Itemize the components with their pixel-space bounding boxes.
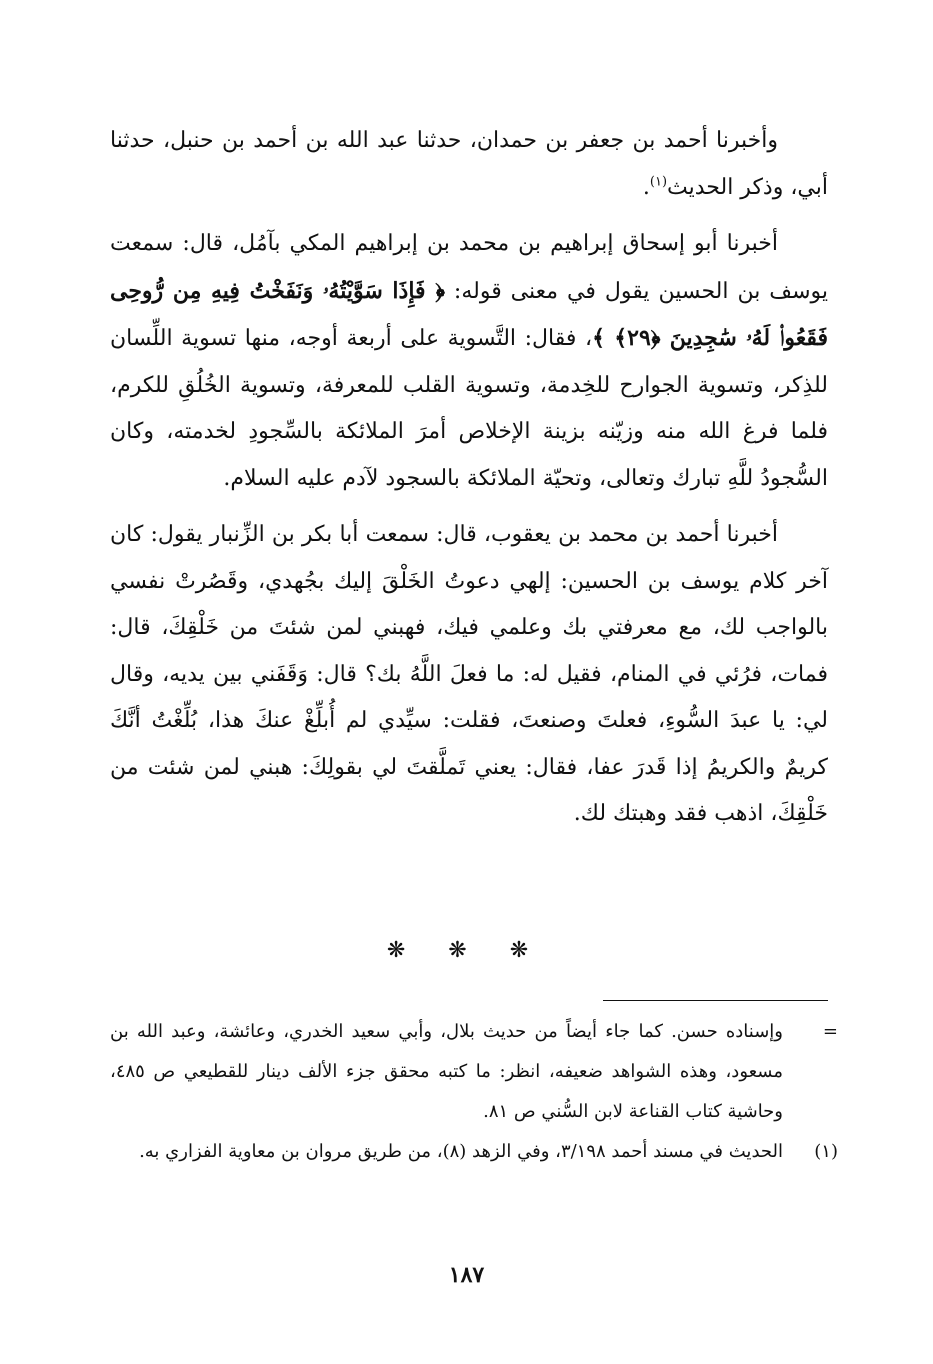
paragraph-3 — [110, 512, 828, 838]
footnote-reference-1: (١) — [649, 174, 668, 190]
paragraph-1-text: وأخبرنا أحمد بن جعفر بن حمدان، حدثنا عبد الله بن أحمد بن حنبل، حدثنا أبي، وذكر الحديث — [110, 128, 828, 200]
paragraph-1 — [110, 118, 828, 211]
footnote-1-marker: (١) — [814, 1141, 838, 1162]
footnote-continuation-text: وإسناده حسن. كما جاء أيضاً من حديث بلال، وأبي سعيد الخدري، وعائشة، وعبد الله بن مسعود، وهذه الشواهد ضعيفه، انظر: ما كتبه محقق جزء الألف دينار للقطيعي ص ٤٨٥، وحاشية كتاب القناعة لابن السُّني ص ٨١. — [110, 1021, 783, 1122]
paragraph-2-intro: أخبرنا أبو إسحاق إبراهيم بن محمد بن إبراهيم المكي بآمُل، قال: سمعت يوسف بن الحسين يقول في معنى قوله: — [110, 231, 828, 304]
paragraph-2-body: ، فقال: التَّسوية على أربعة أوجه، منها تسوية اللِّسان للذِكر، وتسوية الجوارح للخِدمة، وتسوية القلب للمعرفة، وتسوية الخُلُقِ للكرم، فلما فرغ الله منه وزيّنه بزينة الإخلاص أمرَ الملائكة بالسِّجودِ لخدمته، وكان السُّجودُ للَّهِ تبارك وتعالى، وتحيّة الملائكة بالسجود لآدم عليه السلام. — [110, 326, 828, 491]
main-text-body — [110, 118, 828, 848]
paragraph-3-text: أخبرنا أحمد بن محمد بن يعقوب، قال: سمعت أبا بكر بن الزِّنبار يقول: كان آخر كلام يوسف بن الحسين: إلهي دعوتُ الخَلْقَ إليك بجُهدي، وقَصُرتْ نفسي بالواجب لك، مع معرفتي بك وعلمي فيك، فهبني لمن شئتَ من خَلْقِكَ، قال: فمات، فرُئي في المنام، فقيل له: ما فعلَ اللَّهُ بك؟ قال: وَقَفَني بين يديه، وقال لي: يا عبدَ السُّوءِ، فعلتَ وصنعتَ، فقلت: سيِّدي لم أُبلِّغْ عنكَ هذا، بُلِّغْتُ أنَّكَ كريمٌ والكريمُ إذا قَدرَ عفا، فقال: يعني تَملَّقتَ لي بقولِكَ: هبني لمن شئت من خَلْقِكَ، اذهب فقد وهبتك لك. — [110, 522, 828, 826]
footnote-1-text: الحديث في مسند أحمد ٣/١٩٨، وفي الزهد (٨)، من طريق مروان بن معاوية الفزاري به. — [139, 1141, 783, 1162]
section-separator: ❋ ❋ ❋ — [386, 938, 547, 963]
footnote-1 — [110, 1132, 838, 1172]
footnote-continuation — [110, 1012, 838, 1132]
page-number: ١٨٧ — [448, 1262, 485, 1288]
footnotes-section — [110, 1012, 838, 1172]
paragraph-1-end: . — [642, 174, 650, 200]
footnote-continuation-marker: = — [822, 1021, 838, 1042]
quran-verse: ﴿ فَإِذَا سَوَّيْتُهُۥ وَنَفَخْتُ فِيهِ مِن رُّوحِى فَقَعُوا۟ لَهُۥ سَٰجِدِينَ ﴿٢٩﴾ ﴾ — [110, 277, 828, 351]
paragraph-2 — [110, 221, 828, 502]
footnote-divider — [603, 1000, 828, 1001]
